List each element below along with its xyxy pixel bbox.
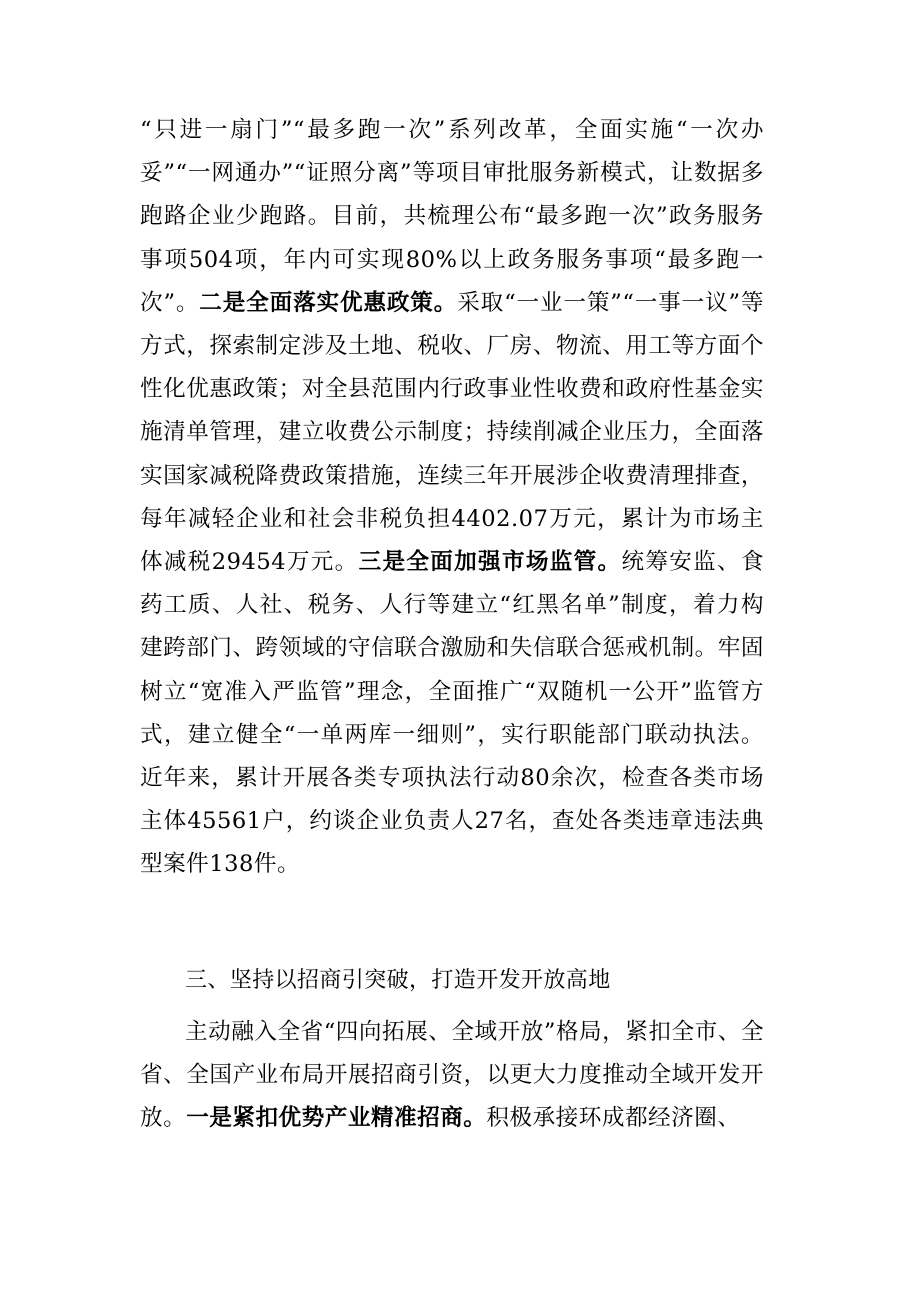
- body-paragraph: [140, 109, 764, 887]
- bold-lead-sentence: 二是全面落实优惠政策。: [199, 289, 458, 316]
- paragraph-text: “只进一扇门”“最多跑一次”系列改革，全面实施“一次办妥”“一网通办”“证照分离”等项目审批服务新模式，让数据多跑路企业少跑路。目前，共梳理公布“最多跑一次”政务服务事项504项，年内可实现80%以上政务服务事项“最多跑一次”。: [140, 117, 764, 316]
- paragraph-text: 主动融入全省“四向拓展、全域开放”格局，紧扣全市、全省、全国产业布局开展招商引资，以更大力度推动全域开发开放。: [140, 1019, 764, 1132]
- body-paragraph: [140, 1011, 764, 1141]
- paragraph-text: 积极承接环成都经济圈、: [486, 1105, 741, 1132]
- bold-lead-sentence: 一是紧扣优势产业精准招商。: [186, 1105, 487, 1132]
- section-heading: 三、坚持以招商引突破，打造开发开放高地: [185, 968, 611, 993]
- bold-lead-sentence: 三是全面加强市场监管。: [358, 549, 622, 576]
- paragraph-text: 采取“一业一策”“一事一议”等方式，探索制定涉及土地、税收、厂房、物流、用工等方面个性化优惠政策；对全县范围内行政事业性收费和政府性基金实施清单管理，建立收费公示制度；持续削减企业压力，全面落实国家减税降费政策措施，连续三年开展涉企收费清理排查，每年减轻企业和社会非税负担4402.07万元，累计为市场主体减税29454万元。: [140, 289, 765, 576]
- paragraph-text: 统筹安监、食药工质、人社、税务、人行等建立“红黑名单”制度，着力构建跨部门、跨领域的守信联合激励和失信联合惩戒机制。牢固树立“宽准入严监管”理念，全面推广“双随机一公开”监管方式，建立健全“一单两库一细则”，实行职能部门联动执法。近年来，累计开展各类专项执法行动80余次，检查各类市场主体45561户，约谈企业负责人27名，查处各类违章违法典型案件138件。: [140, 549, 765, 878]
